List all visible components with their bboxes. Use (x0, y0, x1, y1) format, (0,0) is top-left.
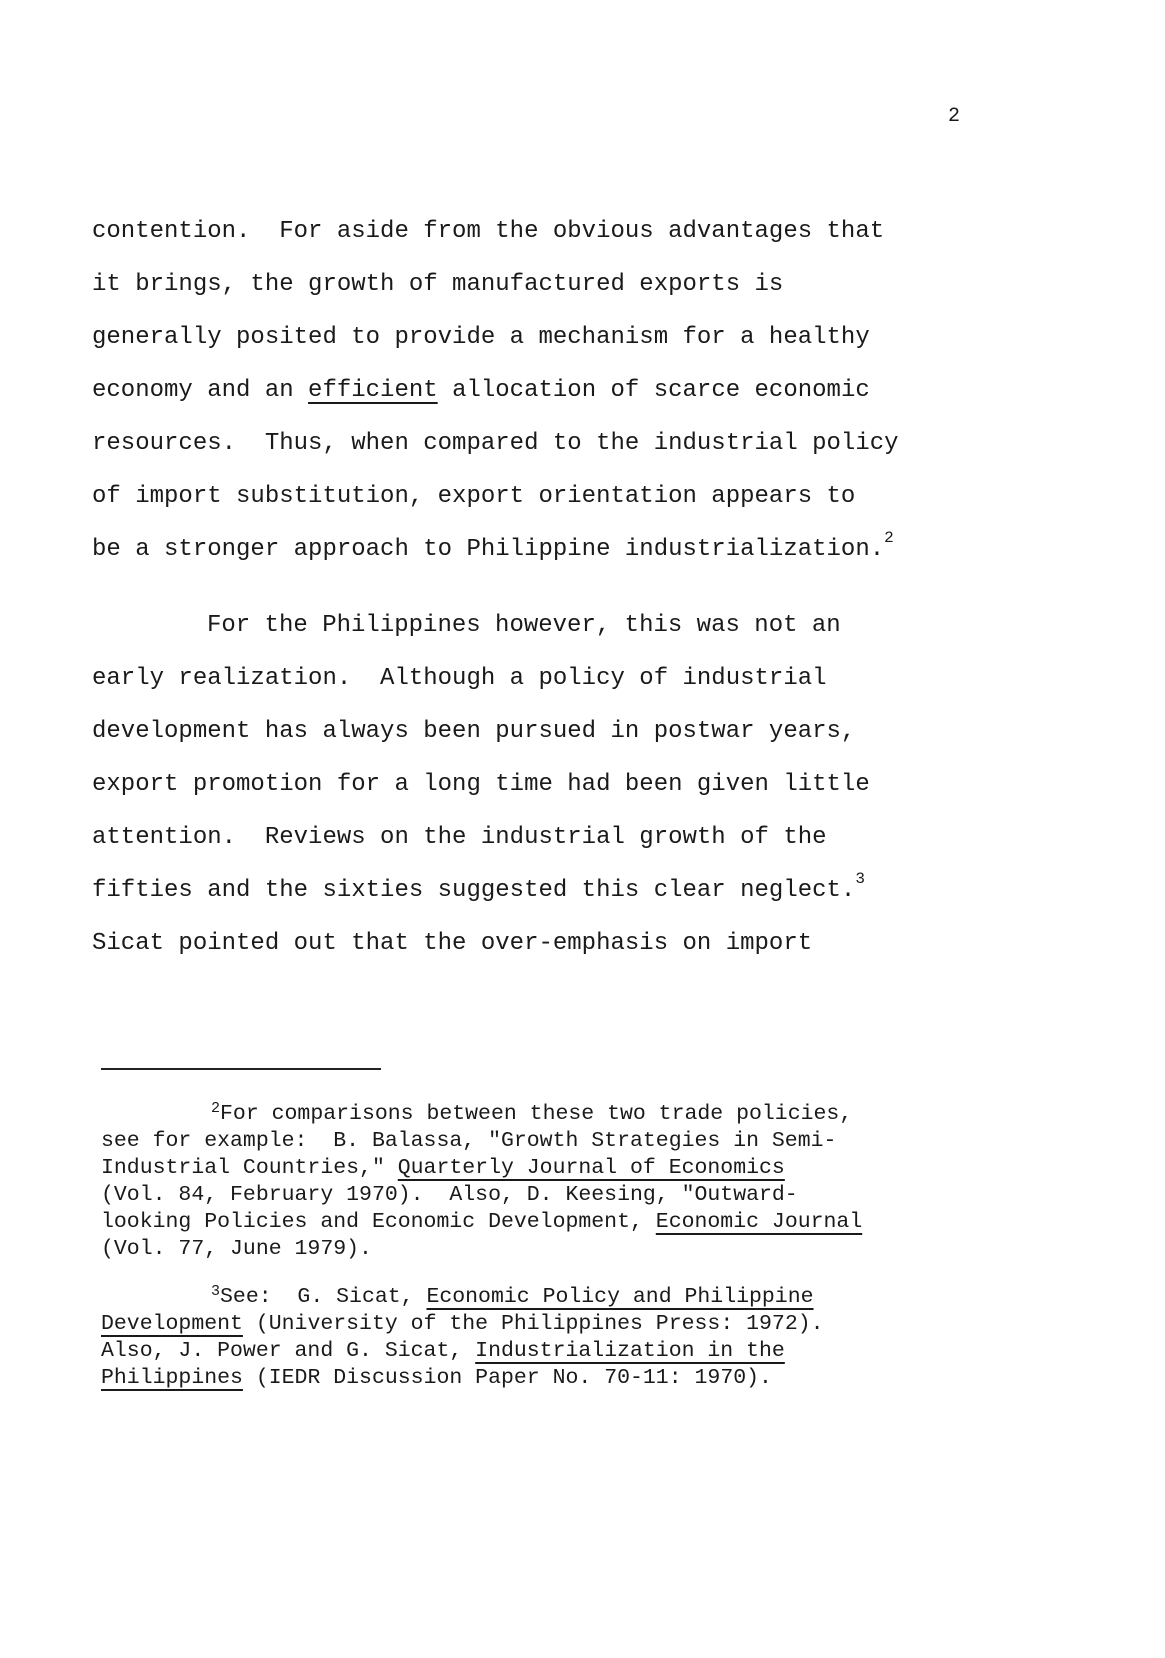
journal-title: Quarterly Journal of Economics (397, 1156, 785, 1180)
line-text: economy and an (92, 377, 309, 404)
book-title: Industrialization in the (475, 1339, 785, 1363)
line-text: resources. Thus, when compared to the industrial policy (92, 430, 899, 457)
footnote-text: (IEDR Discussion Paper No. 70-11: 1970). (242, 1366, 772, 1390)
line-text: fifties and the sixties suggested this clear neglect. (92, 877, 856, 904)
footnote-separator (101, 1068, 381, 1070)
line-text: early realization. Although a policy of industrial (92, 665, 827, 692)
line-text: Sicat pointed out that the over-emphasis on import (92, 930, 813, 957)
text-line (92, 864, 1032, 917)
text-line (92, 811, 1032, 864)
footnote-marker: 2 (211, 1100, 221, 1117)
footnote-ref-2[interactable]: 2 (884, 529, 894, 547)
line-text: For the Philippines however, this was not an (207, 612, 841, 639)
book-title: Philippines (101, 1366, 243, 1390)
footnote-text: (Vol. 84, February 1970). Also, D. Keesing, "Outward- (101, 1183, 798, 1207)
text-line (92, 417, 1032, 470)
page-number: 2 (948, 105, 961, 128)
line-text: be a stronger approach to Philippine industrialization. (92, 536, 885, 563)
text-line (92, 705, 1032, 758)
footnote-text: Also, J. Power and G. Sicat, (101, 1339, 476, 1363)
footnote-ref-3[interactable]: 3 (855, 870, 865, 888)
line-text: export promotion for a long time had been given little (92, 771, 870, 798)
footnote-text: For comparisons between these two trade policies, (220, 1102, 853, 1126)
underlined-word: efficient (308, 377, 438, 404)
line-text: it brings, the growth of manufactured exports is (92, 271, 784, 298)
text-line (92, 364, 1032, 417)
footnote-line (101, 1182, 1101, 1209)
footnote-text: see for example: B. Balassa, "Growth Strategies in Semi- (101, 1129, 837, 1153)
book-title: Economic Policy and Philippine (426, 1285, 814, 1309)
book-title: Development (101, 1312, 243, 1336)
footnote-line (101, 1209, 1101, 1236)
footnote-marker: 3 (211, 1283, 221, 1300)
footnote-2 (101, 1101, 1101, 1128)
footnote-text: Industrial Countries," (101, 1156, 398, 1180)
text-line (92, 311, 1032, 364)
footnote-3 (101, 1284, 1101, 1311)
footnote-line (101, 1311, 1101, 1338)
text-line (92, 523, 1032, 576)
footnote-line (101, 1236, 1101, 1263)
footnote-text: (University of the Philippines Press: 1972). (242, 1312, 824, 1336)
line-text: contention. For aside from the obvious advantages that (92, 218, 885, 245)
body-text (92, 205, 1032, 970)
journal-title: Economic Journal (655, 1210, 863, 1234)
text-line (92, 258, 1032, 311)
text-line (92, 205, 1032, 258)
text-line (92, 758, 1032, 811)
line-text: generally posited to provide a mechanism for a healthy (92, 324, 870, 351)
line-text: allocation of scarce economic (437, 377, 870, 404)
text-line (92, 470, 1032, 523)
text-line (92, 652, 1032, 705)
footnote-line (101, 1155, 1101, 1182)
line-text: development has always been pursued in postwar years, (92, 718, 856, 745)
text-line (92, 599, 1032, 652)
footnote-line (101, 1128, 1101, 1155)
line-text: attention. Reviews on the industrial growth of the (92, 824, 827, 851)
text-line (92, 917, 1032, 970)
footnotes (101, 1101, 1101, 1392)
footnote-text: (Vol. 77, June 1979). (101, 1237, 372, 1261)
footnote-line (101, 1338, 1101, 1365)
footnote-text: looking Policies and Economic Development, (101, 1210, 656, 1234)
line-text: of import substitution, export orientation appears to (92, 483, 856, 510)
footnote-line (101, 1365, 1101, 1392)
footnote-text: See: G. Sicat, (220, 1285, 427, 1309)
